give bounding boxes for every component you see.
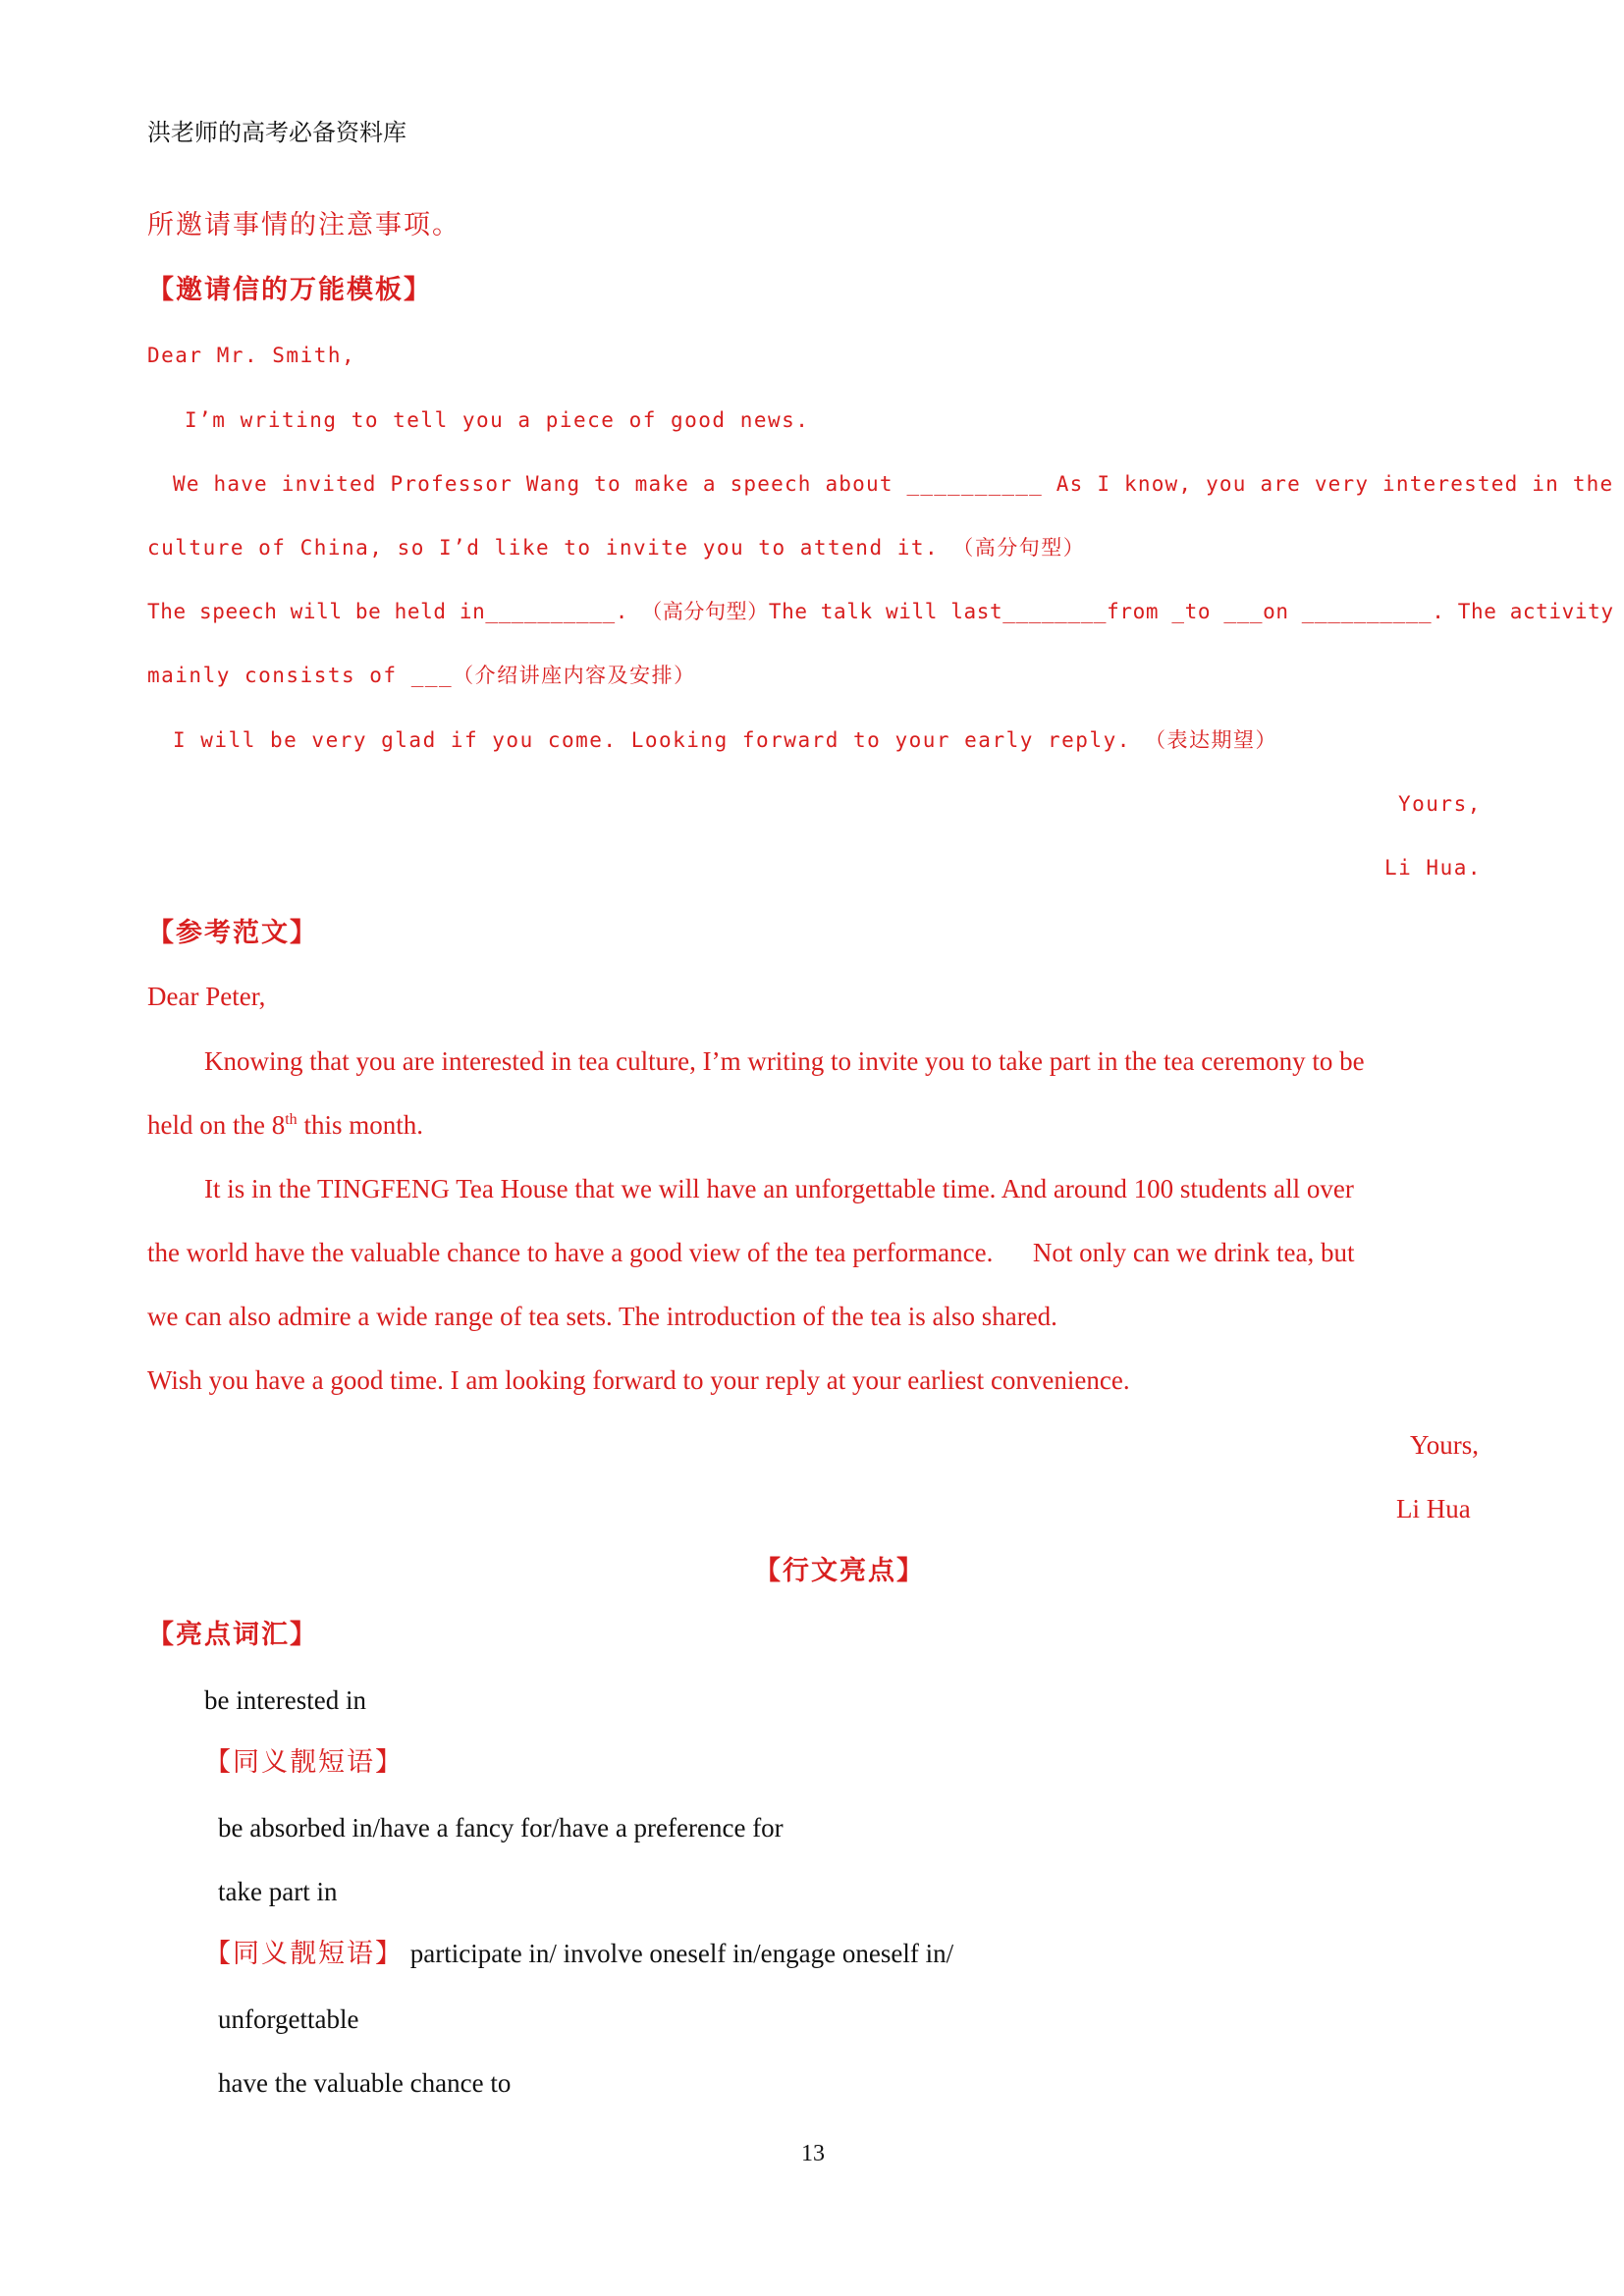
- sample-paragraph-3: Wish you have a good time. I am looking forward to your reply at your earliest convenience.: [147, 1365, 1130, 1395]
- template-line-1: I’m writing to tell you a piece of good news.: [185, 408, 810, 432]
- template-heading: 【邀请信的万能模板】: [147, 275, 432, 305]
- template-line-2: We have invited Professor Wang to make a speech about __________ As I know, you are very interested in the: [173, 472, 1614, 496]
- sample-paragraph-2-line-2: the world have the valuable chance to have a good view of the tea performance. Not only can we drink tea, but: [147, 1238, 1355, 1267]
- vocab-heading: 【亮点词汇】: [147, 1620, 318, 1650]
- page-number: 13: [801, 2141, 825, 2166]
- sample-p1-superscript: th: [285, 1111, 298, 1128]
- intro-tail-text: 所邀请事情的注意事项。: [147, 210, 460, 240]
- template-salutation: Dear Mr. Smith,: [147, 344, 356, 367]
- sample-paragraph-2-line-3: we can also admire a wide range of tea sets. The introduction of the tea is also shared.: [147, 1302, 1057, 1331]
- vocab-item-2: take part in: [218, 1877, 338, 1906]
- synonym-row-2: [204, 1941, 953, 1967]
- synonym-label-1: 【同义靓短语】: [204, 1747, 404, 1778]
- sample-paragraph-1-line-1: Knowing that you are interested in tea culture, I’m writing to invite you to take part in the tea ceremony to be: [204, 1046, 1365, 1076]
- template-line-5: mainly consists of ___（介绍讲座内容及安排）: [147, 664, 696, 687]
- highlights-heading: 【行文亮点】: [754, 1556, 925, 1586]
- template-closing: Yours,: [1398, 792, 1482, 816]
- template-line-4: The speech will be held in__________. （高分句型）The talk will last________from _to ___on __________. The activity: [147, 600, 1614, 623]
- vocab-item-1: be interested in: [204, 1685, 366, 1715]
- sample-closing: Yours,: [1410, 1430, 1480, 1460]
- sample-p1-text-post: this month.: [297, 1110, 423, 1140]
- sample-paragraph-1-line-2: [147, 1112, 423, 1139]
- sample-p1-text-pre: held on the 8: [147, 1110, 286, 1140]
- sample-paragraph-2-line-1: It is in the TINGFENG Tea House that we will have an unforgettable time. And around 100 students all over: [204, 1174, 1354, 1203]
- vocab-item-3: unforgettable: [218, 2004, 359, 2034]
- synonym-list-2: participate in/ involve oneself in/engage oneself in/: [404, 1939, 954, 1968]
- sample-signature: Li Hua: [1396, 1494, 1471, 1523]
- template-line-6: I will be very glad if you come. Looking forward to your early reply. （表达期望）: [173, 728, 1278, 752]
- synonym-label-2: 【同义靓短语】: [204, 1939, 404, 1969]
- template-signature: Li Hua.: [1384, 856, 1483, 880]
- page-header: 洪老师的高考必备资料库: [147, 119, 406, 146]
- sample-heading: 【参考范文】: [147, 918, 318, 948]
- template-line-3: culture of China, so I’d like to invite you to attend it. （高分句型）: [147, 536, 1086, 560]
- sample-salutation: Dear Peter,: [147, 982, 266, 1011]
- synonym-list-1: be absorbed in/have a fancy for/have a preference for: [218, 1813, 784, 1842]
- vocab-item-4: have the valuable chance to: [218, 2068, 512, 2098]
